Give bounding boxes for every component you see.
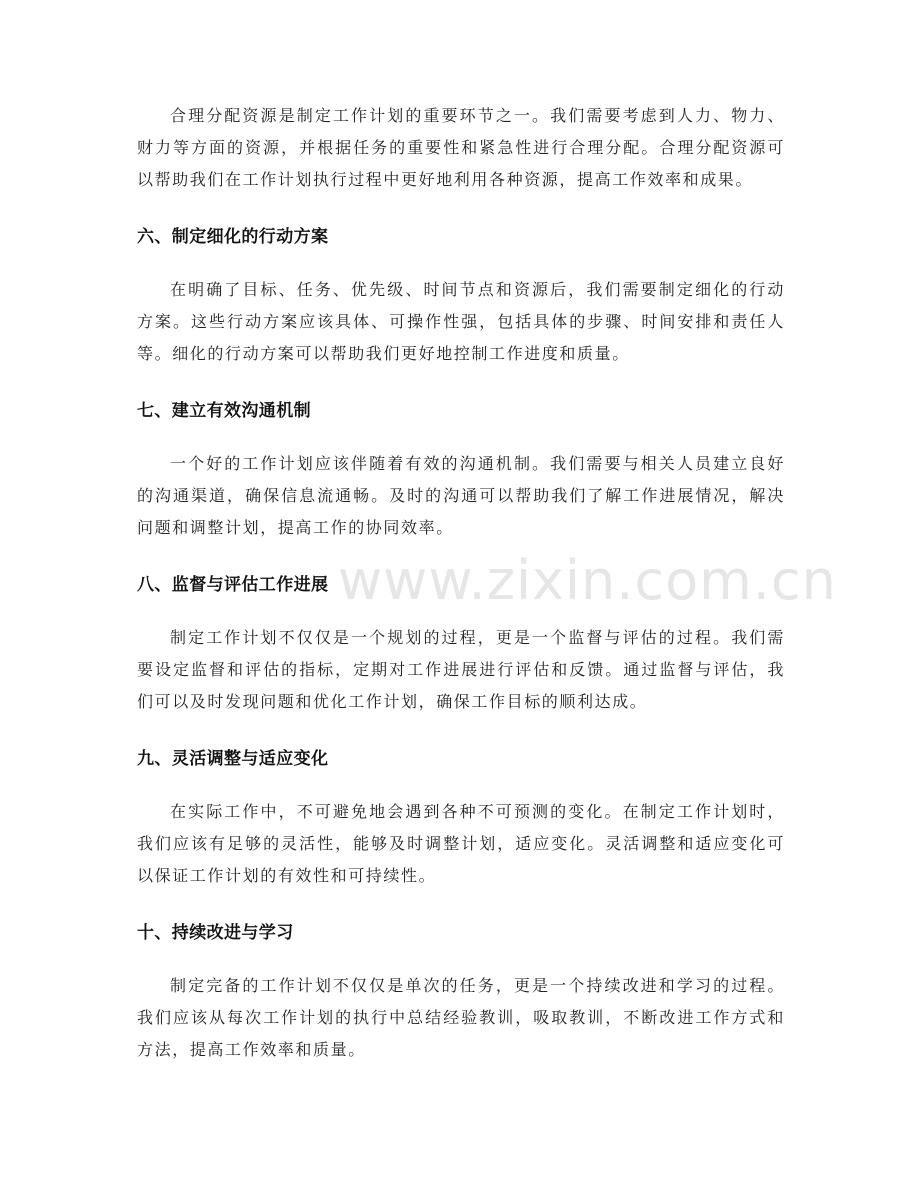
heading-section-8: 八、监督与评估工作进展 xyxy=(137,575,329,595)
document-page xyxy=(137,100,785,1066)
paragraph-section-8: 制定工作计划不仅仅是一个规划的过程，更是一个监督与评估的过程。我们需要设定监督和评估的指标，定期对工作进展进行评估和反馈。通过监督与评估，我们可以及时发现问题和优化工作计划，确保工作目标的顺利达成。 xyxy=(137,628,785,711)
paragraph-section-6: 在明确了目标、任务、优先级、时间节点和资源后，我们需要制定细化的行动方案。这些行动方案应该具体、可操作性强，包括具体的步骤、时间安排和责任人等。细化的行动方案可以帮助我们更好地控制工作进度和质量。 xyxy=(137,280,785,363)
paragraph-resource-allocation: 合理分配资源是制定工作计划的重要环节之一。我们需要考虑到人力、物力、财力等方面的资源，并根据任务的重要性和紧急性进行合理分配。合理分配资源可以帮助我们在工作计划执行过程中更好地利用各种资源，提高工作效率和成果。 xyxy=(137,106,785,189)
heading-section-9: 九、灵活调整与适应变化 xyxy=(137,749,329,769)
heading-section-7: 七、建立有效沟通机制 xyxy=(137,401,311,421)
paragraph-section-9: 在实际工作中，不可避免地会遇到各种不可预测的变化。在制定工作计划时，我们应该有足够的灵活性，能够及时调整计划，适应变化。灵活调整和适应变化可以保证工作计划的有效性和可持续性。 xyxy=(137,802,785,885)
heading-section-6: 六、制定细化的行动方案 xyxy=(137,227,329,247)
paragraph-section-10: 制定完备的工作计划不仅仅是单次的任务，更是一个持续改进和学习的过程。我们应该从每次工作计划的执行中总结经验教训，吸取教训，不断改进工作方式和方法，提高工作效率和质量。 xyxy=(137,976,785,1059)
heading-section-10: 十、持续改进与学习 xyxy=(137,923,294,943)
watermark: www.zixin.com.cn xyxy=(338,549,837,612)
paragraph-section-7: 一个好的工作计划应该伴随着有效的沟通机制。我们需要与相关人员建立良好的沟通渠道，确保信息流通畅。及时的沟通可以帮助我们了解工作进展情况，解决问题和调整计划，提高工作的协同效率。 xyxy=(137,454,785,537)
